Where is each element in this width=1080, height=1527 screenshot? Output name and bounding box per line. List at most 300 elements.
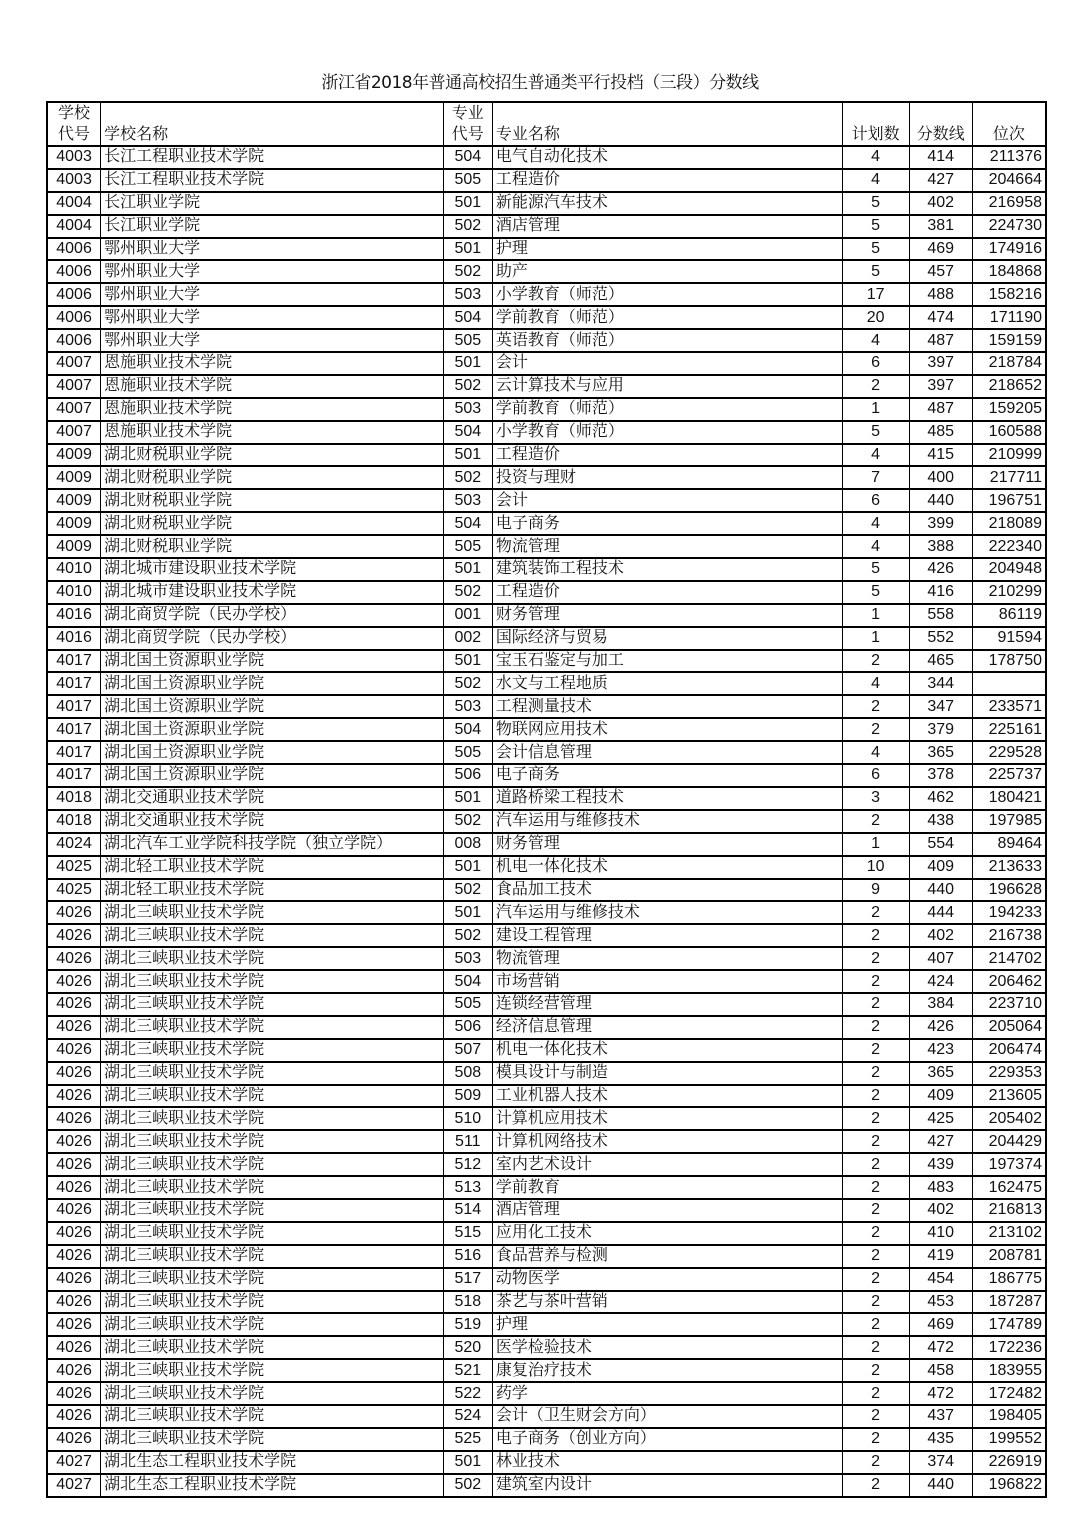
plan-cell: 4: [842, 444, 909, 467]
school-name-cell: 湖北三峡职业技术学院: [101, 901, 444, 924]
score-cell: 440: [909, 1474, 972, 1497]
school-code-cell: 4026: [47, 924, 101, 947]
table-row: [47, 970, 1046, 993]
major-code-cell: 502: [443, 466, 492, 489]
rank-cell: 229528: [972, 741, 1046, 764]
plan-cell: 5: [842, 238, 909, 261]
school-name-cell: 恩施职业技术学院: [101, 352, 444, 375]
major-code-cell: 501: [443, 352, 492, 375]
school-code-cell: 4026: [47, 1428, 101, 1451]
plan-cell: 2: [842, 1268, 909, 1291]
major-code-cell: 502: [443, 260, 492, 283]
school-name-cell: 长江工程职业技术学院: [101, 169, 444, 192]
school-code-cell: 4006: [47, 329, 101, 352]
rank-cell: 89464: [972, 833, 1046, 856]
rank-cell: 160588: [972, 421, 1046, 444]
major-name-cell: 室内艺术设计: [492, 1153, 842, 1176]
major-code-cell: 505: [443, 535, 492, 558]
plan-cell: 10: [842, 856, 909, 879]
table-row: [47, 718, 1046, 741]
table-row: [47, 512, 1046, 535]
major-name-cell: 林业技术: [492, 1451, 842, 1474]
major-name-cell: 应用化工技术: [492, 1222, 842, 1245]
major-code-cell: 521: [443, 1359, 492, 1382]
score-cell: 485: [909, 421, 972, 444]
plan-cell: 2: [842, 1382, 909, 1405]
table-row: [47, 1199, 1046, 1222]
rank-cell: 206462: [972, 970, 1046, 993]
table-row: [47, 947, 1046, 970]
table-row: [47, 260, 1046, 283]
school-code-cell: 4026: [47, 1199, 101, 1222]
school-name-cell: 鄂州职业大学: [101, 238, 444, 261]
major-name-cell: 电子商务: [492, 512, 842, 535]
school-code-cell: 4026: [47, 1268, 101, 1291]
major-code-cell: 506: [443, 764, 492, 787]
school-code-cell: 4026: [47, 1130, 101, 1153]
plan-cell: 1: [842, 833, 909, 856]
school-code-cell: 4007: [47, 398, 101, 421]
table-row: [47, 1313, 1046, 1336]
score-cell: 402: [909, 192, 972, 215]
major-name-cell: 建筑装饰工程技术: [492, 558, 842, 581]
rank-cell: 205402: [972, 1107, 1046, 1130]
major-code-cell: 001: [443, 604, 492, 627]
major-name-cell: 学前教育（师范）: [492, 306, 842, 329]
score-cell: 397: [909, 375, 972, 398]
score-cell: 381: [909, 215, 972, 238]
plan-cell: 2: [842, 1107, 909, 1130]
score-cell: 427: [909, 1130, 972, 1153]
school-code-cell: 4026: [47, 1176, 101, 1199]
major-name-cell: 建设工程管理: [492, 924, 842, 947]
school-name-cell: 恩施职业技术学院: [101, 375, 444, 398]
school-name-cell: 湖北国土资源职业学院: [101, 672, 444, 695]
header-score: 分数线: [909, 102, 972, 146]
table-row: [47, 879, 1046, 902]
major-name-cell: 会计（卫生财会方向）: [492, 1405, 842, 1428]
score-cell: 472: [909, 1336, 972, 1359]
school-code-cell: 4026: [47, 1359, 101, 1382]
table-row: [47, 627, 1046, 650]
table-row: [47, 352, 1046, 375]
major-name-cell: 药学: [492, 1382, 842, 1405]
score-cell: 474: [909, 306, 972, 329]
rank-cell: 174916: [972, 238, 1046, 261]
plan-cell: 2: [842, 695, 909, 718]
major-code-cell: 503: [443, 283, 492, 306]
score-cell: 384: [909, 993, 972, 1016]
school-code-cell: 4010: [47, 558, 101, 581]
header-major-name: 专业名称: [492, 102, 842, 146]
table-row: [47, 787, 1046, 810]
major-name-cell: 茶艺与茶叶营销: [492, 1291, 842, 1314]
table-row: [47, 375, 1046, 398]
major-name-cell: 工程造价: [492, 444, 842, 467]
major-name-cell: 财务管理: [492, 604, 842, 627]
plan-cell: 7: [842, 466, 909, 489]
school-name-cell: 湖北三峡职业技术学院: [101, 1016, 444, 1039]
table-row: [47, 169, 1046, 192]
rank-cell: 187287: [972, 1291, 1046, 1314]
major-code-cell: 501: [443, 192, 492, 215]
score-cell: 400: [909, 466, 972, 489]
school-code-cell: 4010: [47, 581, 101, 604]
school-name-cell: 湖北三峡职业技术学院: [101, 947, 444, 970]
plan-cell: 4: [842, 535, 909, 558]
plan-cell: 2: [842, 1130, 909, 1153]
school-name-cell: 长江职业学院: [101, 215, 444, 238]
rank-cell: 197985: [972, 810, 1046, 833]
score-cell: 414: [909, 146, 972, 169]
school-code-cell: 4026: [47, 1107, 101, 1130]
header-rank: 位次: [972, 102, 1046, 146]
plan-cell: 2: [842, 1199, 909, 1222]
plan-cell: 5: [842, 260, 909, 283]
score-cell: 399: [909, 512, 972, 535]
school-name-cell: 湖北汽车工业学院科技学院（独立学院）: [101, 833, 444, 856]
major-code-cell: 512: [443, 1153, 492, 1176]
school-name-cell: 鄂州职业大学: [101, 306, 444, 329]
table-row: [47, 444, 1046, 467]
major-name-cell: 酒店管理: [492, 1199, 842, 1222]
table-row: [47, 489, 1046, 512]
plan-cell: 2: [842, 1039, 909, 1062]
plan-cell: 2: [842, 1313, 909, 1336]
school-code-cell: 4026: [47, 1153, 101, 1176]
plan-cell: 2: [842, 718, 909, 741]
header-school-code: [47, 102, 101, 146]
rank-cell: 218784: [972, 352, 1046, 375]
school-name-cell: 湖北生态工程职业技术学院: [101, 1451, 444, 1474]
major-name-cell: 计算机应用技术: [492, 1107, 842, 1130]
school-code-cell: 4027: [47, 1451, 101, 1474]
table-row: [47, 1451, 1046, 1474]
rank-cell: 180421: [972, 787, 1046, 810]
plan-cell: 2: [842, 650, 909, 673]
plan-cell: 2: [842, 1222, 909, 1245]
table-row: [47, 1405, 1046, 1428]
school-code-cell: 4009: [47, 466, 101, 489]
school-name-cell: 湖北国土资源职业学院: [101, 650, 444, 673]
table-row: [47, 993, 1046, 1016]
rank-cell: 204664: [972, 169, 1046, 192]
school-name-cell: 鄂州职业大学: [101, 329, 444, 352]
school-name-cell: 湖北交通职业技术学院: [101, 787, 444, 810]
major-code-cell: 502: [443, 375, 492, 398]
table-row: [47, 1153, 1046, 1176]
header-school-code-line1: 学校: [58, 105, 91, 122]
school-name-cell: 湖北财税职业学院: [101, 444, 444, 467]
plan-cell: 4: [842, 169, 909, 192]
rank-cell: 159205: [972, 398, 1046, 421]
rank-cell: 186775: [972, 1268, 1046, 1291]
rank-cell: 226919: [972, 1451, 1046, 1474]
header-major-code-line2: 代号: [451, 126, 484, 143]
score-cell: 437: [909, 1405, 972, 1428]
plan-cell: 1: [842, 398, 909, 421]
major-name-cell: 水文与工程地质: [492, 672, 842, 695]
header-major-code: [443, 102, 492, 146]
school-code-cell: 4026: [47, 1016, 101, 1039]
table-row: [47, 1176, 1046, 1199]
rank-cell: 233571: [972, 695, 1046, 718]
plan-cell: 5: [842, 558, 909, 581]
major-name-cell: 动物医学: [492, 1268, 842, 1291]
major-name-cell: 物流管理: [492, 535, 842, 558]
plan-cell: 3: [842, 787, 909, 810]
school-code-cell: 4026: [47, 1085, 101, 1108]
school-code-cell: 4007: [47, 421, 101, 444]
school-name-cell: 湖北生态工程职业技术学院: [101, 1474, 444, 1497]
major-code-cell: 515: [443, 1222, 492, 1245]
major-name-cell: 酒店管理: [492, 215, 842, 238]
school-code-cell: 4026: [47, 993, 101, 1016]
school-name-cell: 恩施职业技术学院: [101, 398, 444, 421]
school-code-cell: 4026: [47, 1405, 101, 1428]
header-school-code-line2: 代号: [58, 126, 91, 143]
school-code-cell: 4024: [47, 833, 101, 856]
rank-cell: 159159: [972, 329, 1046, 352]
major-code-cell: 505: [443, 993, 492, 1016]
school-code-cell: 4007: [47, 352, 101, 375]
rank-cell: 86119: [972, 604, 1046, 627]
school-code-cell: 4025: [47, 856, 101, 879]
school-code-cell: 4006: [47, 306, 101, 329]
score-cell: 554: [909, 833, 972, 856]
score-cell: 379: [909, 718, 972, 741]
rank-cell: 210299: [972, 581, 1046, 604]
table-row: [47, 856, 1046, 879]
rank-cell: 214702: [972, 947, 1046, 970]
table-row: [47, 1085, 1046, 1108]
major-name-cell: 会计信息管理: [492, 741, 842, 764]
school-code-cell: 4003: [47, 169, 101, 192]
score-cell: 469: [909, 238, 972, 261]
score-cell: 409: [909, 1085, 972, 1108]
major-code-cell: 509: [443, 1085, 492, 1108]
rank-cell: 199552: [972, 1428, 1046, 1451]
rank-cell: 204948: [972, 558, 1046, 581]
plan-cell: 2: [842, 1245, 909, 1268]
school-name-cell: 湖北三峡职业技术学院: [101, 1313, 444, 1336]
score-cell: 440: [909, 879, 972, 902]
major-name-cell: 工程造价: [492, 169, 842, 192]
score-cell: 469: [909, 1313, 972, 1336]
school-code-cell: 4017: [47, 718, 101, 741]
score-cell: 435: [909, 1428, 972, 1451]
table-row: [47, 1222, 1046, 1245]
school-name-cell: 恩施职业技术学院: [101, 421, 444, 444]
school-code-cell: 4026: [47, 1313, 101, 1336]
plan-cell: 4: [842, 741, 909, 764]
score-cell: 488: [909, 283, 972, 306]
table-row: [47, 1474, 1046, 1497]
school-code-cell: 4016: [47, 627, 101, 650]
major-name-cell: 经济信息管理: [492, 1016, 842, 1039]
school-code-cell: 4006: [47, 238, 101, 261]
school-name-cell: 湖北财税职业学院: [101, 489, 444, 512]
score-cell: 410: [909, 1222, 972, 1245]
plan-cell: 2: [842, 1153, 909, 1176]
score-cell: 426: [909, 1016, 972, 1039]
plan-cell: 2: [842, 1428, 909, 1451]
score-cell: 440: [909, 489, 972, 512]
school-name-cell: 湖北三峡职业技术学院: [101, 1130, 444, 1153]
score-cell: 487: [909, 398, 972, 421]
table-row: [47, 329, 1046, 352]
major-name-cell: 护理: [492, 1313, 842, 1336]
table-row: [47, 1428, 1046, 1451]
school-code-cell: 4009: [47, 489, 101, 512]
score-cell: 472: [909, 1382, 972, 1405]
major-code-cell: 502: [443, 924, 492, 947]
major-code-cell: 522: [443, 1382, 492, 1405]
rank-cell: 213102: [972, 1222, 1046, 1245]
major-code-cell: 502: [443, 581, 492, 604]
plan-cell: 2: [842, 1062, 909, 1085]
score-cell: 453: [909, 1291, 972, 1314]
major-name-cell: 汽车运用与维修技术: [492, 901, 842, 924]
major-code-cell: 513: [443, 1176, 492, 1199]
major-code-cell: 514: [443, 1199, 492, 1222]
plan-cell: 4: [842, 672, 909, 695]
major-code-cell: 519: [443, 1313, 492, 1336]
rank-cell: 216813: [972, 1199, 1046, 1222]
major-code-cell: 520: [443, 1336, 492, 1359]
school-code-cell: 4026: [47, 1062, 101, 1085]
table-row: [47, 421, 1046, 444]
score-cell: 552: [909, 627, 972, 650]
rank-cell: 171190: [972, 306, 1046, 329]
table-row: [47, 672, 1046, 695]
table-row: [47, 1245, 1046, 1268]
school-name-cell: 湖北三峡职业技术学院: [101, 1428, 444, 1451]
rank-cell: 158216: [972, 283, 1046, 306]
school-name-cell: 湖北三峡职业技术学院: [101, 1199, 444, 1222]
school-code-cell: 4009: [47, 444, 101, 467]
major-code-cell: 502: [443, 672, 492, 695]
rank-cell: 172236: [972, 1336, 1046, 1359]
major-name-cell: 工程造价: [492, 581, 842, 604]
rank-cell: [972, 672, 1046, 695]
major-code-cell: 501: [443, 650, 492, 673]
major-name-cell: 护理: [492, 238, 842, 261]
plan-cell: 5: [842, 581, 909, 604]
major-code-cell: 504: [443, 306, 492, 329]
school-code-cell: 4006: [47, 283, 101, 306]
school-name-cell: 湖北三峡职业技术学院: [101, 1107, 444, 1130]
plan-cell: 1: [842, 627, 909, 650]
major-name-cell: 国际经济与贸易: [492, 627, 842, 650]
score-cell: 457: [909, 260, 972, 283]
score-cell: 425: [909, 1107, 972, 1130]
major-code-cell: 502: [443, 1474, 492, 1497]
school-code-cell: 4026: [47, 901, 101, 924]
table-row: [47, 283, 1046, 306]
score-cell: 374: [909, 1451, 972, 1474]
major-code-cell: 501: [443, 444, 492, 467]
rank-cell: 224730: [972, 215, 1046, 238]
major-code-cell: 525: [443, 1428, 492, 1451]
plan-cell: 1: [842, 604, 909, 627]
score-cell: 407: [909, 947, 972, 970]
plan-cell: 2: [842, 375, 909, 398]
plan-cell: 2: [842, 993, 909, 1016]
score-cell: 365: [909, 741, 972, 764]
major-code-cell: 501: [443, 901, 492, 924]
header-school-name: 学校名称: [101, 102, 444, 146]
major-code-cell: 502: [443, 215, 492, 238]
major-name-cell: 投资与理财: [492, 466, 842, 489]
major-code-cell: 504: [443, 970, 492, 993]
table-row: [47, 741, 1046, 764]
score-cell: 439: [909, 1153, 972, 1176]
score-cell: 402: [909, 1199, 972, 1222]
plan-cell: 20: [842, 306, 909, 329]
school-code-cell: 4007: [47, 375, 101, 398]
major-name-cell: 连锁经营管理: [492, 993, 842, 1016]
major-name-cell: 物流管理: [492, 947, 842, 970]
table-row: [47, 1016, 1046, 1039]
school-code-cell: 4004: [47, 192, 101, 215]
plan-cell: 4: [842, 146, 909, 169]
score-cell: 378: [909, 764, 972, 787]
rank-cell: 205064: [972, 1016, 1046, 1039]
major-name-cell: 电子商务: [492, 764, 842, 787]
major-code-cell: 510: [443, 1107, 492, 1130]
major-code-cell: 502: [443, 879, 492, 902]
school-name-cell: 长江工程职业技术学院: [101, 146, 444, 169]
table-row: [47, 810, 1046, 833]
major-code-cell: 503: [443, 695, 492, 718]
school-name-cell: 湖北三峡职业技术学院: [101, 1291, 444, 1314]
table-header-row: [47, 102, 1046, 146]
score-cell: 423: [909, 1039, 972, 1062]
major-name-cell: 康复治疗技术: [492, 1359, 842, 1382]
plan-cell: 4: [842, 512, 909, 535]
plan-cell: 17: [842, 283, 909, 306]
school-code-cell: 4017: [47, 695, 101, 718]
table-row: [47, 901, 1046, 924]
school-name-cell: 长江职业学院: [101, 192, 444, 215]
major-name-cell: 食品加工技术: [492, 879, 842, 902]
rank-cell: 213605: [972, 1085, 1046, 1108]
school-name-cell: 鄂州职业大学: [101, 283, 444, 306]
school-code-cell: 4017: [47, 672, 101, 695]
school-name-cell: 湖北三峡职业技术学院: [101, 1153, 444, 1176]
major-name-cell: 电子商务（创业方向）: [492, 1428, 842, 1451]
school-name-cell: 湖北国土资源职业学院: [101, 741, 444, 764]
score-cell: 409: [909, 856, 972, 879]
school-code-cell: 4026: [47, 947, 101, 970]
major-name-cell: 学前教育: [492, 1176, 842, 1199]
school-name-cell: 湖北三峡职业技术学院: [101, 1176, 444, 1199]
school-name-cell: 湖北商贸学院（民办学校）: [101, 627, 444, 650]
major-name-cell: 机电一体化技术: [492, 856, 842, 879]
school-code-cell: 4026: [47, 1039, 101, 1062]
major-code-cell: 507: [443, 1039, 492, 1062]
plan-cell: 2: [842, 1085, 909, 1108]
table-row: [47, 924, 1046, 947]
rank-cell: 91594: [972, 627, 1046, 650]
score-cell: 344: [909, 672, 972, 695]
score-cell: 454: [909, 1268, 972, 1291]
table-row: [47, 558, 1046, 581]
score-cell: 462: [909, 787, 972, 810]
school-code-cell: 4026: [47, 1382, 101, 1405]
score-cell: 397: [909, 352, 972, 375]
